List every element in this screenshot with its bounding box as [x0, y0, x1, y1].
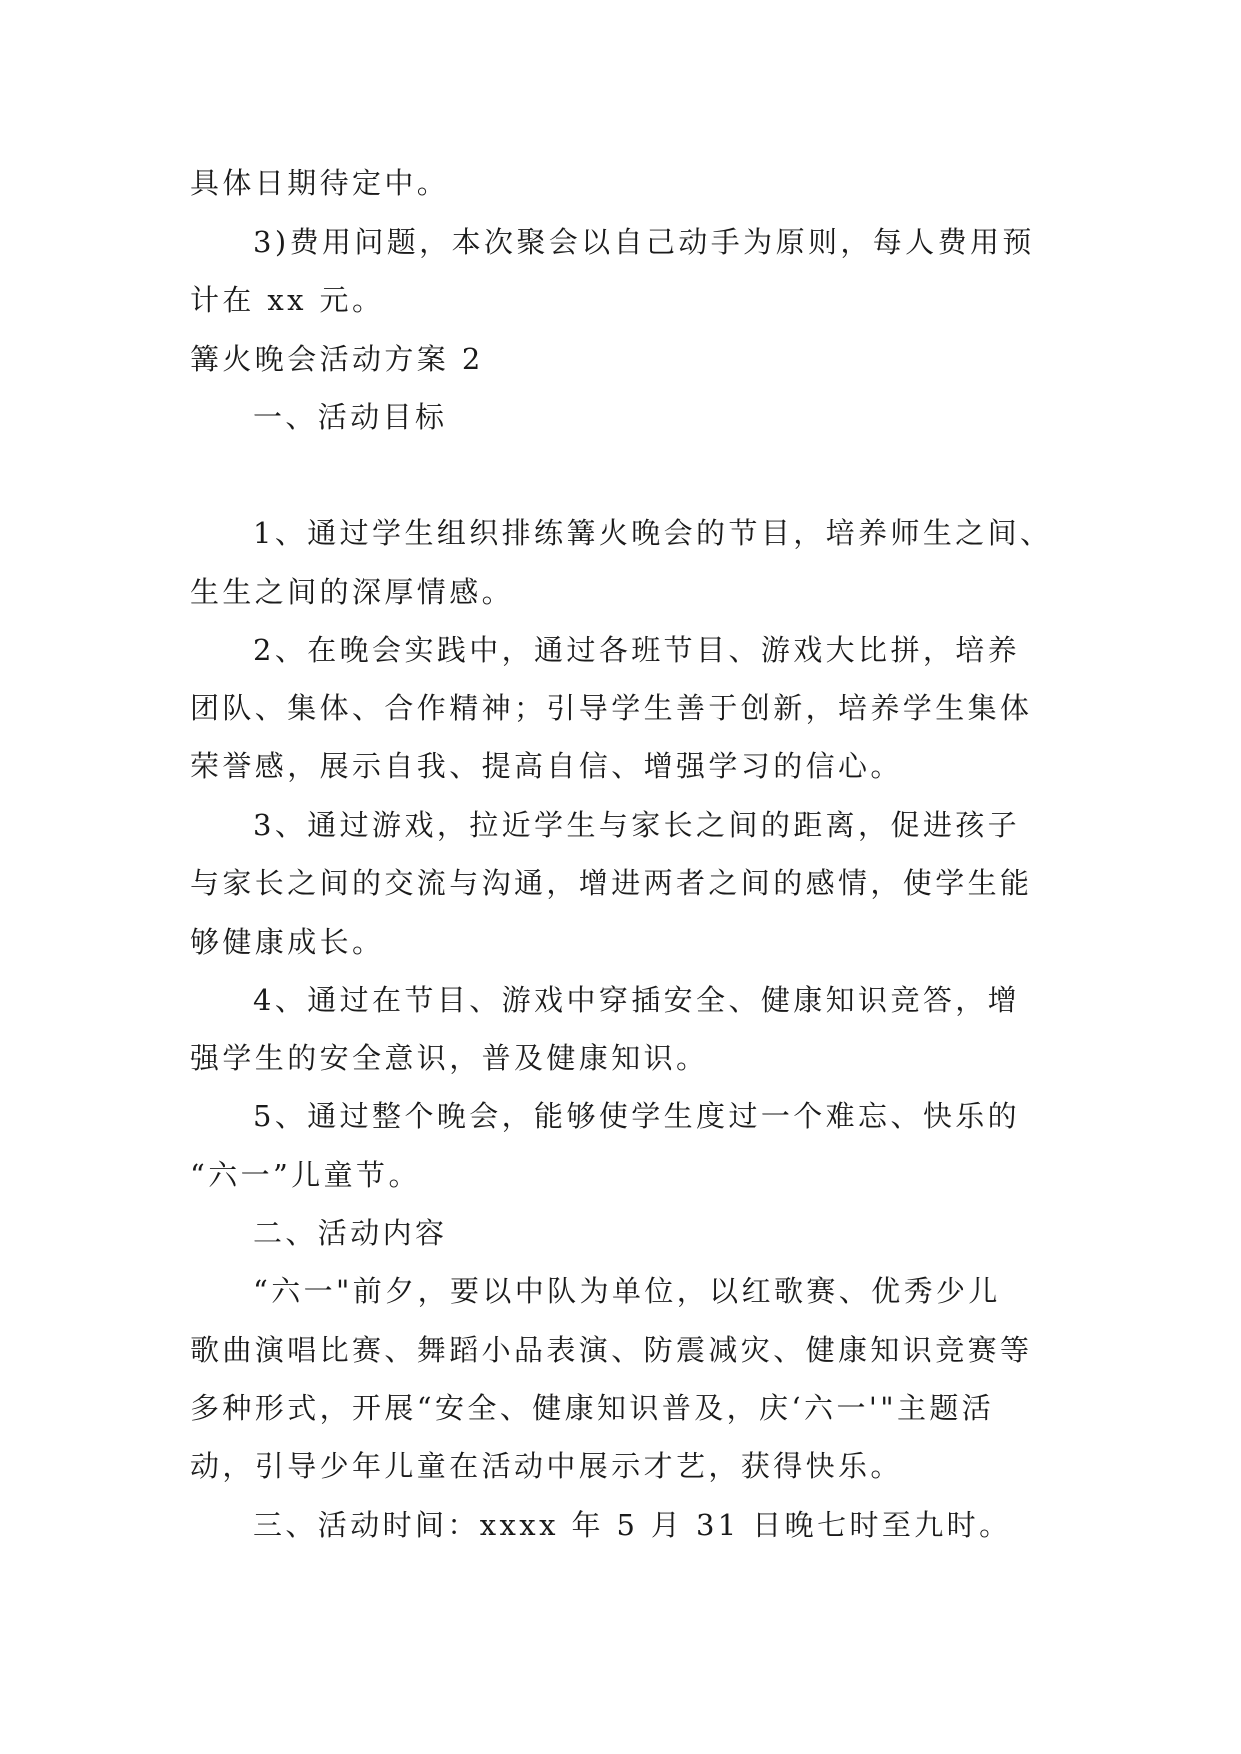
text-line-19: “六一"前夕，要以中队为单位，以红歌赛、优秀少儿 [253, 1274, 1001, 1308]
text-line-3: 计在 xx 元。 [190, 283, 385, 317]
text-line-21: 多种形式，开展“安全、健康知识普及，庆‘六一'"主题活 [190, 1391, 995, 1425]
text-line-8: 2、在晚会实践中，通过各班节目、游戏大比拼，培养 [253, 633, 1021, 667]
text-line-7: 生生之间的深厚情感。 [190, 575, 515, 609]
text-line-10: 荣誉感，展示自我、提高自信、增强学习的信心。 [190, 749, 903, 783]
heading-activity-time: 三、活动时间：xxxx 年 5 月 31 日晚七时至九时。 [253, 1508, 1012, 1542]
text-line-2: 3)费用问题，本次聚会以自己动手为原则，每人费用预 [253, 225, 1035, 259]
text-line-15: 强学生的安全意识，普及健康知识。 [190, 1041, 709, 1075]
text-line-1: 具体日期待定中。 [190, 166, 450, 200]
text-line-16: 5、通过整个晚会，能够使学生度过一个难忘、快乐的 [253, 1099, 1021, 1133]
heading-activity-content: 二、活动内容 [253, 1216, 448, 1250]
text-line-22: 动，引导少年儿童在活动中展示才艺，获得快乐。 [190, 1449, 903, 1483]
text-line-20: 歌曲演唱比赛、舞蹈小品表演、防震减灾、健康知识竞赛等 [190, 1333, 1033, 1367]
text-line-14: 4、通过在节目、游戏中穿插安全、健康知识竞答，增 [253, 983, 1021, 1017]
text-line-13: 够健康成长。 [190, 925, 385, 959]
text-line-9: 团队、集体、合作精神；引导学生善于创新，培养学生集体 [190, 691, 1033, 725]
text-line-17: “六一”儿童节。 [190, 1158, 421, 1192]
heading-activity-goals: 一、活动目标 [253, 400, 448, 434]
text-line-11: 3、通过游戏，拉近学生与家长之间的距离，促进孩子 [253, 808, 1021, 842]
text-line-6: 1、通过学生组织排练篝火晚会的节目，培养师生之间、 [253, 516, 1053, 550]
section-title: 篝火晚会活动方案 2 [190, 342, 484, 376]
text-line-12: 与家长之间的交流与沟通，增进两者之间的感情，使学生能 [190, 866, 1033, 900]
